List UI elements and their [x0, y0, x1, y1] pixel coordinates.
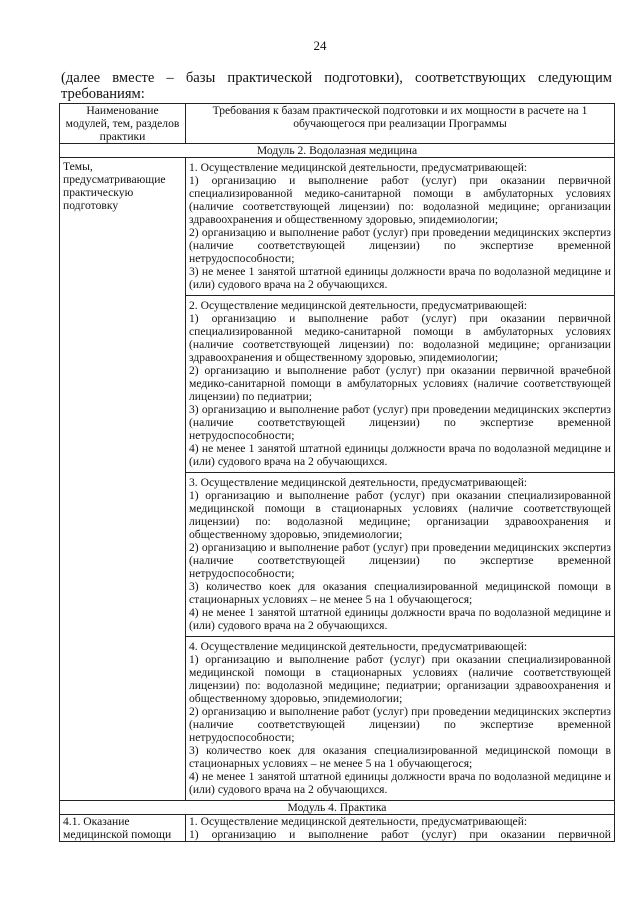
requirement-entry	[186, 295, 614, 472]
topic-label: Темы, предусматривающие практическую подготовку	[63, 160, 166, 212]
table-row	[60, 815, 615, 842]
entry-item: 2) организацию и выполнение работ (услуг) при проведении медицинских экспертиз (наличие соответствующей лицензии) по экспертизе временной нетрудоспособности;	[189, 226, 611, 265]
module-4-title: Модуль 4. Практика	[60, 801, 615, 815]
entry-intro: 1. Осуществление медицинской деятельности, предусматривающей:	[189, 161, 528, 174]
entry-intro: 3. Осуществление медицинской деятельности, предусматривающей:	[189, 476, 528, 489]
entry-item: 3) не менее 1 занятой штатной единицы должности врача по водолазной медицине и (или) судового врача на 2 обучающихся.	[189, 265, 611, 291]
module-2-requirements	[186, 158, 615, 801]
header-col-modules: Наименование модулей, тем, разделов практики	[60, 104, 186, 144]
entry-item: 2) организацию и выполнение работ (услуг) при проведении медицинских экспертиз (наличие соответствующей лицензии) по экспертизе временной нетрудоспособности;	[189, 541, 611, 580]
module-4-requirements	[186, 815, 615, 842]
entry-item: 1) организацию и выполнение работ (услуг) при оказании специализированной медицинской помощи в стационарных условиях (наличие соответствующей лицензии) по: водолазной медицине; педиатрии; организации здравоохранения и общественному здоровью, эпидемиологии;	[189, 653, 611, 705]
requirements-table	[59, 103, 615, 842]
topic-label: 4.1. Оказание медицинской помощи	[63, 815, 172, 841]
requirement-entry	[189, 158, 611, 295]
entry-item: 1) организацию и выполнение работ (услуг) при оказании специализированной медицинской помощи в стационарных условиях (наличие соответствующей лицензии) по: водолазной медицине; организации здравоохранения и общественному здоровью, эпидемиологии;	[189, 489, 611, 541]
entry-intro: 1. Осуществление медицинской деятельности, предусматривающей:	[189, 815, 528, 828]
entry-item: 4) не менее 1 занятой штатной единицы должности врача по водолазной медицине и (или) судового врача на 2 обучающихся.	[189, 606, 611, 632]
requirement-entry	[186, 472, 614, 636]
entry-item: 4) не менее 1 занятой штатной единицы должности врача по водолазной медицине и (или) судового врача на 2 обучающихся.	[189, 442, 611, 468]
entry-item: 1) организацию и выполнение работ (услуг) при оказании первичной	[189, 828, 611, 841]
entry-item: 4) не менее 1 занятой штатной единицы должности врача по водолазной медицине и (или) судового врача на 2 обучающихся.	[189, 770, 611, 796]
entry-item: 3) количество коек для оказания специализированной медицинской помощи в стационарных условиях – не менее 5 на 1 обучающегося;	[189, 580, 611, 606]
intro-text-line1: (далее вместе – базы практической подготовки), соответствующих следующим	[61, 70, 612, 86]
entry-item: 2) организацию и выполнение работ (услуг) при проведении медицинских экспертиз (наличие соответствующей лицензии) по экспертизе временной нетрудоспособности;	[189, 705, 611, 744]
entry-item: 2) организацию и выполнение работ (услуг) при оказании первичной врачебной медико-санитарной помощи в амбулаторных условиях (наличие соответствующей лицензии) по педиатрии;	[189, 364, 611, 403]
module-row	[60, 144, 615, 158]
module-row	[60, 801, 615, 815]
requirement-entry	[186, 636, 614, 800]
table-row	[60, 158, 615, 801]
module-2-topic	[60, 158, 186, 801]
entry-item: 3) организацию и выполнение работ (услуг) при проведении медицинских экспертиз (наличие соответствующей лицензии) по экспертизе временной нетрудоспособности;	[189, 403, 611, 442]
header-col-requirements: Требования к базам практической подготовки и их мощности в расчете на 1 обучающегося при реализации Программы	[186, 104, 615, 144]
entry-item: 1) организацию и выполнение работ (услуг) при оказании первичной специализированной медико-санитарной помощи в амбулаторных условиях (наличие соответствующей лицензии) по: водолазной медицине; организации здравоохранения и общественному здоровью, эпидемиологии;	[189, 174, 611, 226]
page-number: 24	[313, 38, 327, 53]
entry-item: 1) организацию и выполнение работ (услуг) при оказании первичной специализированной медико-санитарной помощи в амбулаторных условиях (наличие соответствующей лицензии) по: водолазной медицине; организации здравоохранения и общественному здоровью, эпидемиологии;	[189, 312, 611, 364]
entry-intro: 2. Осуществление медицинской деятельности, предусматривающей:	[189, 299, 528, 312]
entry-item: 3) количество коек для оказания специализированной медицинской помощи в стационарных условиях – не менее 5 на 1 обучающегося;	[189, 744, 611, 770]
intro-text-line2: требованиям:	[61, 86, 145, 102]
table-header-row	[60, 104, 615, 144]
module-2-title: Модуль 2. Водолазная медицина	[60, 144, 615, 158]
entry-intro: 4. Осуществление медицинской деятельности, предусматривающей:	[189, 640, 528, 653]
module-4-topic	[60, 815, 186, 842]
